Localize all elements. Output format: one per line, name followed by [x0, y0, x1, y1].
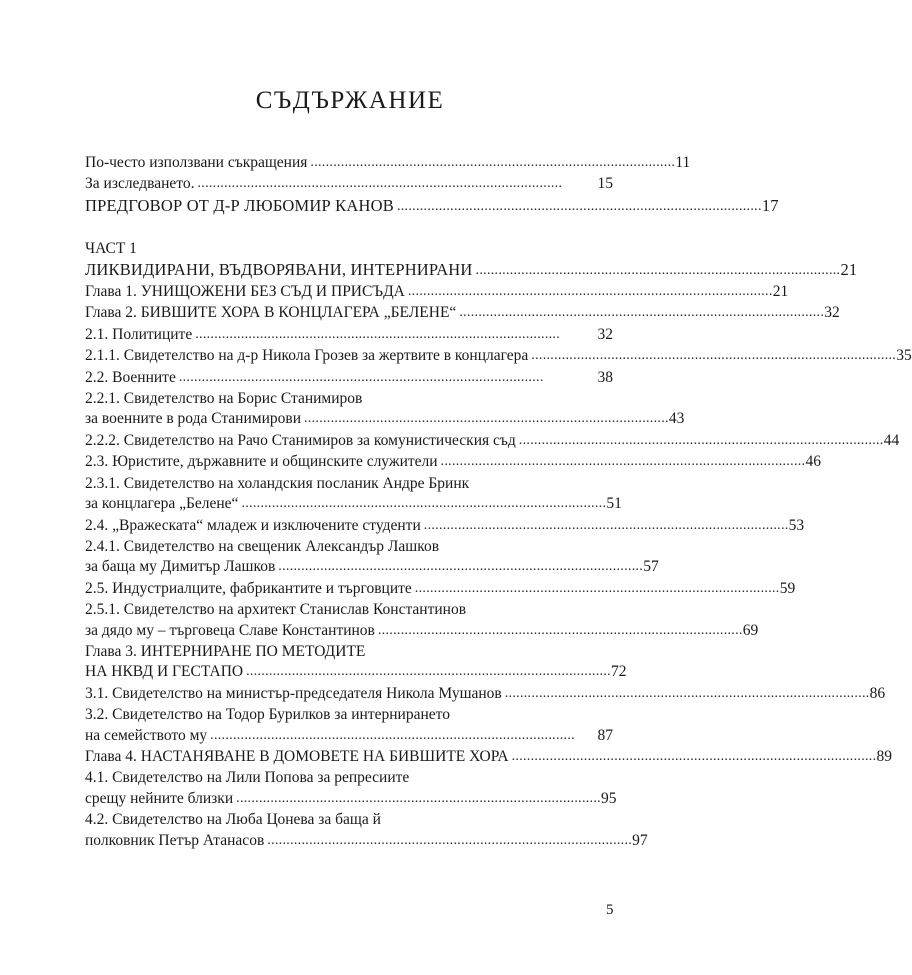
- toc-entry-first-line[interactable]: 2.4.1. Свидетелство на свещеник Александър Лашков: [85, 537, 440, 555]
- toc-entry[interactable]: [85, 726, 613, 747]
- toc-entry-title: ЛИКВИДИРАНИ, ВЪДВОРЯВАНИ, ИНТЕРНИРАНИ: [85, 259, 473, 279]
- toc-entry-title: 2.3. Юристите, държавните и общинските служители: [85, 453, 438, 471]
- toc-entry[interactable]: [85, 621, 759, 642]
- toc-entry[interactable]: [85, 174, 613, 195]
- dot-leader: [424, 515, 787, 536]
- dot-leader: [210, 725, 595, 746]
- toc-entry-title: За изследването.: [85, 175, 195, 193]
- dot-leader: [236, 788, 599, 809]
- dot-leader: [476, 259, 839, 281]
- toc-entry[interactable]: [85, 579, 796, 600]
- part-heading: ЧАСТ 1: [85, 240, 137, 258]
- dot-leader: [246, 661, 609, 682]
- toc-entry[interactable]: [85, 409, 685, 430]
- toc-entry[interactable]: [85, 747, 892, 768]
- toc-entry-title: По-често използвани съкращения: [85, 154, 308, 171]
- toc-entry-page: 46: [805, 453, 821, 471]
- toc-entry-title: Глава 1. УНИЩОЖЕНИ БЕЗ СЪД И ПРИСЪДА: [85, 283, 405, 301]
- toc-entry[interactable]: [85, 153, 691, 174]
- toc-entry[interactable]: [85, 195, 779, 218]
- toc-entry-first-line[interactable]: 2.2.1. Свидетелство на Борис Станимиров: [85, 390, 363, 408]
- dot-leader: [415, 578, 778, 599]
- dot-leader: [267, 830, 630, 851]
- toc-entry[interactable]: [85, 684, 886, 705]
- toc-entry[interactable]: [85, 557, 659, 578]
- dot-leader: [459, 302, 822, 323]
- toc-entry[interactable]: [85, 325, 613, 346]
- toc-entry-title: за баща му Димитър Лашков: [85, 558, 276, 576]
- toc-entry-page: 57: [643, 558, 659, 576]
- dot-leader: [241, 493, 604, 514]
- toc-entry-page: 97: [632, 831, 648, 849]
- toc-entry-page: 69: [742, 621, 759, 639]
- toc-entry-page: 51: [606, 495, 622, 513]
- toc-entry-title: 3.1. Свидетелство на министър-председателя Никола Мушанов: [85, 684, 502, 702]
- toc-entry[interactable]: [85, 516, 805, 537]
- toc-entry-title: Глава 2. БИВШИТЕ ХОРА В КОНЦЛАГЕРА „БЕЛЕНЕ“: [85, 304, 457, 322]
- section-spacer: [85, 218, 613, 239]
- toc-entry-page: 44: [883, 431, 900, 449]
- dot-leader: [397, 195, 760, 217]
- dot-leader: [531, 345, 894, 366]
- toc-entry-title: на семейството му: [85, 726, 208, 744]
- dot-leader: [408, 281, 771, 302]
- toc-entry-title: за концлагера „Белене“: [85, 495, 239, 513]
- dot-leader: [197, 173, 595, 194]
- toc-entry-first-line[interactable]: 2.5.1. Свидетелство на архитект Станислав Константинов: [85, 601, 467, 619]
- toc-entry-page: 15: [597, 175, 613, 193]
- toc-entry-page: 59: [779, 579, 796, 597]
- toc-entry-title: за дядо му – търговеца Славе Константинов: [85, 621, 375, 639]
- dot-leader: [304, 408, 667, 429]
- toc-entry-first-line[interactable]: 4.2. Свидетелство на Люба Цонева за баща й: [85, 811, 381, 829]
- toc-entry-page: 17: [761, 195, 779, 215]
- toc-entry[interactable]: [85, 259, 858, 282]
- dot-leader: [441, 451, 804, 472]
- toc-entry-page: 32: [824, 304, 840, 322]
- toc-entry-page: 95: [601, 789, 617, 807]
- toc-entry[interactable]: [85, 831, 648, 852]
- dot-leader: [278, 556, 641, 577]
- toc-entry-title: за военните в рода Станимирови: [85, 410, 301, 428]
- toc-entry-page: 38: [597, 368, 613, 386]
- toc-entry-page: 43: [668, 410, 685, 428]
- toc-entry-title: 2.2. Военните: [85, 368, 176, 386]
- toc-entry-first-line[interactable]: 3.2. Свидетелство на Тодор Бурилков за интернирането: [85, 706, 450, 724]
- toc-entry[interactable]: [85, 452, 821, 473]
- toc-entry[interactable]: [85, 346, 912, 367]
- toc-entry-title: срещу нейните близки: [85, 789, 234, 807]
- toc-entry-first-line[interactable]: 2.3.1. Свидетелство на холандския посланик Андре Бринк: [85, 474, 470, 492]
- toc-entry-page: 87: [597, 726, 613, 744]
- toc-entry-title: Глава 4. НАСТАНЯВАНЕ В ДОМОВЕТЕ НА БИВШИТЕ ХОРА: [85, 747, 509, 765]
- dot-leader: [310, 152, 673, 173]
- toc-entry-page: 11: [675, 154, 691, 171]
- toc-entry-page: 89: [876, 747, 892, 765]
- toc-entry-page: 21: [840, 259, 858, 279]
- toc-entry[interactable]: [85, 431, 900, 452]
- dot-leader: [179, 367, 596, 388]
- toc-entry-page: 86: [869, 684, 886, 702]
- toc-entry[interactable]: [85, 494, 622, 515]
- page-title: СЪДЪРЖАНИЕ: [255, 87, 445, 114]
- toc-entry-title: НА НКВД И ГЕСТАПО: [85, 663, 244, 681]
- toc-entry[interactable]: [85, 303, 840, 324]
- toc-entry[interactable]: [85, 662, 627, 683]
- dot-leader: [505, 683, 868, 704]
- page-number: 5: [606, 902, 614, 918]
- toc-entry-page: 35: [896, 347, 912, 365]
- toc-entry-first-line[interactable]: 4.1. Свидетелство на Лили Попова за репресиите: [85, 769, 410, 787]
- toc-entry-page: 72: [611, 663, 627, 681]
- toc-entry[interactable]: [85, 282, 789, 303]
- toc-entry-title: 2.1. Политиците: [85, 325, 193, 343]
- toc-entry-page: 21: [772, 283, 789, 301]
- dot-leader: [378, 620, 741, 641]
- toc-entry-title: 2.4. „Вражеската“ младеж и изключените студенти: [85, 516, 421, 534]
- toc-entry[interactable]: [85, 789, 617, 810]
- dot-leader: [195, 324, 595, 345]
- toc-entry-page: 32: [597, 325, 613, 343]
- table-of-contents: [85, 153, 912, 852]
- toc-entry-title: 2.2.2. Свидетелство на Рачо Станимиров за комунистическия съд: [85, 431, 516, 449]
- toc-entry-page: 53: [788, 516, 805, 534]
- toc-entry-first-line[interactable]: Глава 3. ИНТЕРНИРАНЕ ПО МЕТОДИТЕ: [85, 642, 366, 660]
- dot-leader: [519, 430, 882, 451]
- toc-entry-title: ПРЕДГОВОР ОТ Д-Р ЛЮБОМИР КАНОВ: [85, 195, 394, 215]
- toc-entry-title: 2.1.1. Свидетелство на д-р Никола Грозев за жертвите в концлагера: [85, 347, 529, 365]
- toc-entry-title: полковник Петър Атанасов: [85, 831, 265, 849]
- toc-entry-title: 2.5. Индустриалците, фабрикантите и търговците: [85, 579, 412, 597]
- toc-entry[interactable]: [85, 368, 613, 389]
- dot-leader: [512, 746, 875, 767]
